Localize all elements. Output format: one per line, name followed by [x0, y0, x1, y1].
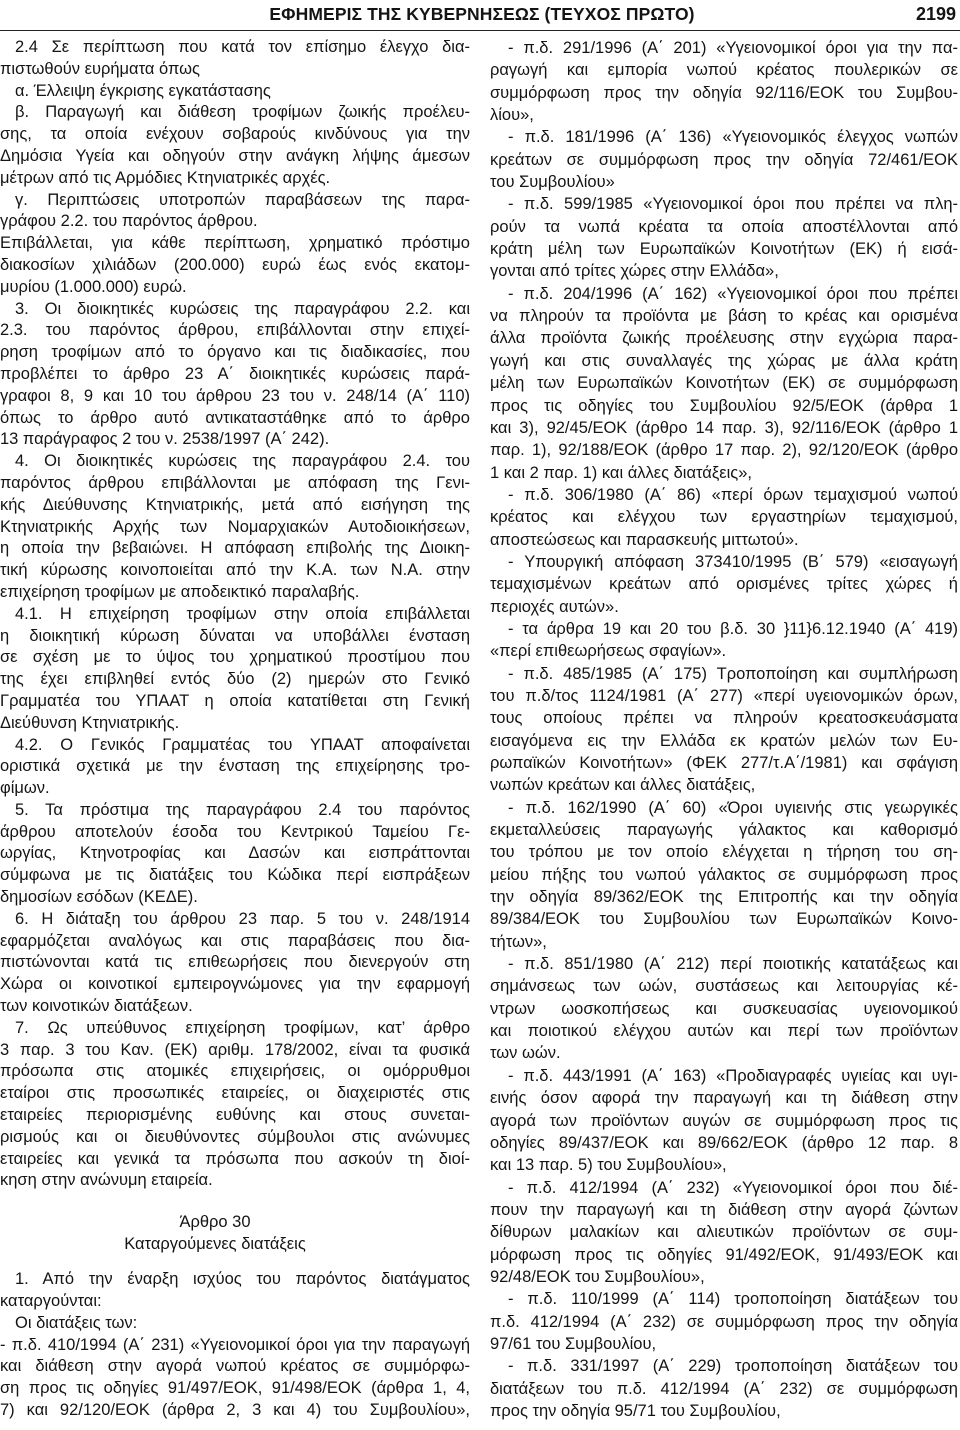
left-column-line: παρόντος άρθρου επιβάλλονται με απόφαση της Γενι-: [0, 473, 470, 492]
right-column-line: πουν την παραγωγή και τη διάθεση στην αγορά ζώντων: [490, 1200, 958, 1219]
right-column-line: κρέατος και ελέγχου των εργαστηρίων τεμαχισμού,: [490, 508, 958, 527]
right-column-line: - π.δ. 306/1980 (Α΄ 86) «περί όρων τεμαχισμού νωπού: [508, 485, 958, 504]
right-column: [490, 37, 958, 1422]
left-column-line: πρόσωπα στις ατομικές επιχειρήσεις, οι ομόρρυθμοι: [0, 1062, 470, 1081]
right-column-line: λίου»,: [490, 106, 534, 125]
article-number: Άρθρο 30: [179, 1213, 251, 1232]
left-column-line: πιστώνονται κατά τις επιθεωρήσεις που διενεργούν στη: [0, 953, 470, 972]
right-column-line: - π.δ. 443/1991 (Α΄ 163) «Προδιαγραφές υγιείας και υγι-: [508, 1066, 958, 1085]
right-column-line: γονται από τρίτες χώρες στην Ελλάδα»,: [490, 262, 779, 281]
right-column-line: του Συμβουλίου»: [490, 173, 615, 192]
left-column-line: σης, τα οποία ενέχουν σοβαρούς κινδύνους για την: [0, 125, 470, 144]
left-column-line: δημοσίων εσόδων (ΚΕΔΕ).: [0, 888, 198, 907]
right-column-line: - π.δ. 851/1980 (Α΄ 212) περί ποιοτικής κατατάξεως και: [508, 955, 958, 974]
left-column-line: 13 παράγραφος 2 του ν. 2538/1997 (Α΄ 242).: [0, 430, 330, 449]
left-column-line: οριστικά σχετικά με την ένσταση της επιχείρησης τρο-: [0, 757, 470, 776]
right-column-line: και 3), 92/45/ΕΟΚ (άρθρο 14 παρ. 3), 92/116/ΕΟΚ (άρθρο 1: [490, 418, 958, 437]
left-column-line: Γραμματέα του ΥΠΑΑΤ η οποία κατατίθεται στη Γενική: [0, 691, 470, 710]
left-column-line: κηση στην ανώνυμη εταιρεία.: [0, 1171, 213, 1190]
header-rule: [0, 30, 960, 31]
left-column-line: 4.2. Ο Γενικός Γραμματέας του ΥΠΑΑΤ αποφαίνεται: [15, 735, 470, 754]
left-column-line: 2.4 Σε περίπτωση που κατά τον επίσημο έλεγχο δια-: [15, 38, 470, 56]
right-column-line: εινής όσον αφορά την παραγωγή και τη διάθεση στην: [490, 1089, 958, 1108]
right-column-line: - τα άρθρα 19 και 20 του β.δ. 30 }11}6.12.1940 (Α΄ 419): [508, 619, 958, 638]
left-column-line: Χώρα οι κοινοτικοί εμπειρογνώμονες για την εφαρμογή: [0, 975, 470, 994]
right-column-line: δίθυρων μαλακίων και αλιευτικών προϊόντων σε συμ-: [490, 1223, 958, 1242]
page-header: [0, 0, 960, 30]
right-column-line: - π.δ. 599/1985 «Υγειονομικοί όροι που πρέπει να πλη-: [508, 195, 958, 214]
left-column-line: εφαρμόζεται αναλόγως και στις παραβάσεις που δια-: [0, 931, 470, 950]
right-column-line: ρωπαϊκών Κοινοτήτων» (ΦΕΚ 277/τ.Α΄/1981) και σφάγιση: [490, 754, 958, 772]
left-column-line: 1. Από την έναρξη ισχύος του παρόντος διατάγματος: [15, 1270, 470, 1289]
left-column-line: μέτρων από τις Αρμόδιες Κτηνιατρικές αρχές.: [0, 168, 331, 187]
right-column-line: του π.δ/τος 1124/1981 (Α΄ 277) «περί υγειονομικών όρων,: [490, 686, 958, 705]
left-column-line: η διοικητική κύρωση δύναται να υποβάλλει ένσταση: [0, 626, 470, 645]
right-column-line: - π.δ. 110/1999 (Α΄ 114) τροποποίηση διατάξεων του: [508, 1290, 958, 1309]
left-column-line: 4. Οι διοικητικές κυρώσεις της παραγράφου 2.4. του: [15, 452, 470, 471]
left-column-line: Κτηνιατρικής Αρχής των Νομαρχιακών Αυτοδιοικήσεων,: [0, 517, 470, 536]
left-column-line: 7) και 92/120/ΕΟΚ (άρθρα 2, 3 και 4) του Συμβουλίου»,: [0, 1401, 470, 1420]
right-column-line: - π.δ. 181/1996 (Α΄ 136) «Υγειονομικός έλεγχος νωπών: [508, 128, 958, 147]
right-column-line: 97/61 του Συμβουλίου,: [490, 1334, 657, 1353]
right-column-line: νωπών κρεάτων και άλλες διατάξεις,: [490, 776, 756, 795]
left-column-line: Οι διατάξεις των:: [15, 1313, 138, 1332]
left-column-line: Δημόσια Υγεία και οδηγούν στην ανάγκη λήψης άμεσων: [0, 146, 470, 165]
left-column-line: προβλέπει το άρθρο 23 Α΄ διοικητικές κυρώσεις παρά-: [0, 364, 470, 383]
left-column-line: εταιρείες περιορισμένης ευθύνης και στους συνεται-: [0, 1106, 470, 1125]
left-column-line: όπως το άρθρο αυτό αντικαταστάθηκε από το άρθρο: [0, 408, 470, 427]
right-column-line: «περί επιθεωρήσεως σφαγίων».: [490, 642, 727, 661]
left-column-line: γράφου 2.2. του παρόντος άρθρου.: [0, 212, 258, 231]
left-column-body: [0, 37, 470, 1192]
left-column-line: γ. Περιπτώσεις υποτροπών παραβάσεων της παρα-: [15, 190, 470, 209]
right-column-line: και ποιοτικού ελέγχου αυτών και περί των προϊόντων: [490, 1022, 958, 1041]
left-column-line: καταργούνται:: [0, 1292, 102, 1311]
left-column-line: ωργίας, Κτηνοτροφίας και Δασών και εισπράττονται: [0, 844, 470, 863]
left-column-line: των κοινοτικών διατάξεων.: [0, 997, 193, 1016]
right-column-line: των ωών.: [490, 1044, 561, 1063]
left-column-line: επιχείρηση τροφίμων με αποδεικτικό παραλαβής.: [0, 582, 360, 601]
right-column-line: ραγωγή και εμπορία νωπού κρέατος πουλερικών σε: [490, 61, 958, 80]
right-column-line: να πληρούν τα προϊόντα με βάση το κρέας και ορισμένα: [490, 307, 958, 326]
right-column-line: την οδηγία 89/362/ΕΟΚ της Επιτροπής και την οδηγία: [490, 888, 958, 907]
left-column-line: άρθρου αποτελούν έσοδα του Κεντρικού Ταμείου Γε-: [0, 822, 470, 841]
left-column-line: 3. Οι διοικητικές κυρώσεις της παραγράφου 2.2. και: [15, 299, 470, 318]
right-column-line: αποστεώσεως και παρασκευής μιττωτού».: [490, 530, 799, 549]
left-column-line: ση προς τις οδηγίες 91/497/ΕΟΚ, 91/498/ΕΟΚ (άρθρα 1, 4,: [0, 1379, 470, 1398]
right-column-line: παρ. 1), 92/188/ΕΟΚ (άρθρο 17 παρ. 2), 92/120/ΕΟΚ (άρθρο: [490, 441, 958, 460]
gazette-title: ΕΦΗΜΕΡΙΣ ΤΗΣ ΚΥΒΕΡΝΗΣΕΩΣ (ΤΕΥΧΟΣ ΠΡΩΤΟ): [269, 4, 695, 24]
left-column-line: της έχει επιβληθεί εντός δύο (2) ημερών στο Γενικό: [0, 670, 470, 689]
right-column-line: μόρφωση προς τις οδηγίες 91/492/ΕΟΚ, 91/493/ΕΟΚ και: [490, 1245, 958, 1264]
left-column-line: 7. Ως υπεύθυνος επιχείρηση τροφίμων, κατ’ άρθρο: [15, 1018, 470, 1037]
left-column-line: α. Έλλειψη έγκρισης εγκατάστασης: [15, 81, 271, 100]
repealed-provisions: [0, 1269, 470, 1422]
left-column-line: ρηση τροφίμων από το όργανο και τις διαδικασίες, που: [0, 343, 470, 362]
left-column-line: εταιρείες και γενικά τα πρόσωπα που ασκούν τη διοί-: [0, 1149, 470, 1168]
left-column-line: διακοσίων χιλιάδων (200.000) ευρώ έως ενός εκατομ-: [0, 255, 470, 274]
right-column-line: 92/48/ΕΟΚ του Συμβουλίου»,: [490, 1267, 705, 1286]
left-column-line: μυρίου (1.000.000) ευρώ.: [0, 277, 187, 296]
right-column-line: περιοχές αυτών».: [490, 597, 619, 616]
left-column-line: η οποία την βεβαιώνει. Η απόφαση επιβολής της Διοικη-: [0, 539, 470, 558]
right-column-line: τήτων»,: [490, 932, 547, 951]
right-column-line: μέλη των Ευρωπαϊκών Κοινοτήτων (ΕΚ) σε συμμόρφωση: [490, 374, 958, 393]
left-column-line: ρισμούς και οι διευθύνοντες σύμβουλοι στις ανώνυμες: [0, 1127, 470, 1146]
right-column-line: - Υπουργική απόφαση 373410/1995 (Β΄ 579) «εισαγωγή: [508, 552, 958, 571]
left-column-line: εταίροι στις προσωπικές εταιρείες, οι διαχειριστές στις: [0, 1084, 470, 1103]
right-column-body: [490, 37, 958, 1422]
left-column-line: σύμφωνα με τις διατάξεις του Κώδικα περί εισπράξεων: [0, 866, 470, 885]
right-column-line: μείου πήξης του νωπού γάλακτος σε συμμόρφωση προς: [490, 865, 958, 884]
right-column-line: άλλα προϊόντα ζωικής προέλευσης στην εγχώρια παρα-: [490, 329, 958, 348]
right-column-line: και 13 παρ. 5) του Συμβουλίου»,: [490, 1156, 727, 1175]
left-column-line: - π.δ. 410/1994 (Α΄ 231) «Υγειονομικοί όροι για την παραγωγή: [0, 1335, 470, 1354]
right-column-line: - π.δ. 485/1985 (Α΄ 175) Τροποποίηση και συμπλήρωση: [508, 664, 958, 683]
right-column-line: κράτη μέλη των Ευρωπαϊκών Κοινοτήτων (ΕΚ) ή εισά-: [490, 240, 958, 259]
right-column-line: ντρων ωοσκοπήσεως και συσκευασίας υγειονομικού: [490, 999, 958, 1018]
right-column-line: - π.δ. 291/1996 (Α΄ 201) «Υγειονομικοί όροι για την πα-: [508, 39, 958, 57]
right-column-line: - π.δ. 331/1997 (Α΄ 229) τροποποίηση διατάξεων του: [508, 1357, 958, 1376]
right-column-line: εισαγόμενα εις την Ελλάδα εκ κρατών μελών των Ευ-: [490, 731, 958, 750]
left-column-line: 4.1. Η επιχείρηση τροφίμων στην οποία επιβάλλεται: [15, 604, 470, 623]
right-column-line: κρεάτων σε συμμόρφωση προς την οδηγία 72/461/ΕΟΚ: [490, 150, 958, 169]
left-column-line: β. Παραγωγή και διάθεση τροφίμων ζωικής προέλευ-: [15, 103, 470, 122]
right-column-line: τεμαχισμένων κρεάτων από ορισμένες τρίτες χώρες ή: [490, 575, 958, 594]
right-column-line: εκμεταλλεύσεις παραγωγής γάλακτος και καθορισμό: [490, 821, 958, 840]
right-column-line: τους οποίους πρέπει να πληρούν κρεατοσκευάσματα: [490, 709, 958, 728]
left-column-line: 5. Τα πρόστιμα της παραγράφου 2.4 του παρόντος: [15, 800, 470, 819]
right-column-line: 89/384/ΕΟΚ του Συμβουλίου των Ευρωπαϊκών Κοινο-: [490, 910, 958, 929]
right-column-line: σημάνσεως των ωών, συστάσεως και λειτουργίας κέ-: [490, 977, 958, 996]
left-column-line: τική κύρωσης κοινοποιείται από την Κ.Α. των Ν.Α. στην: [0, 561, 470, 580]
left-column-line: γραφοι 8, 9 και 10 του άρθρου 23 του ν. 248/14 (Α΄ 110): [0, 386, 470, 405]
right-column-line: διατάξεων του π.δ. 412/1994 (Α΄ 232) σε συμμόρφωση: [490, 1379, 958, 1398]
right-column-line: γωγή και στις συναλλαγές της χώρας με άλλα κράτη: [490, 351, 958, 370]
right-column-line: προς την οδηγία 95/71 του Συμβουλίου,: [490, 1401, 781, 1420]
right-column-line: 1 και 2 παρ. 1) και άλλες διατάξεις»,: [490, 463, 752, 482]
left-column-line: 6. Η διάταξη του άρθρου 23 παρ. 5 του ν. 248/1914: [15, 909, 470, 928]
left-column-line: φίμων.: [0, 779, 50, 798]
page-number: 2199: [915, 4, 956, 24]
right-column-line: π.δ. 412/1994 (Α΄ 232) σε συμμόρφωση προς την οδηγία: [490, 1312, 958, 1331]
left-column-line: Επιβάλλεται, για κάθε περίπτωση, χρηματικό πρόστιμο: [0, 234, 470, 253]
right-column-line: - π.δ. 204/1996 (Α΄ 162) «Υγειονομικοί όροι που πρέπει: [508, 284, 958, 303]
right-column-line: - π.δ. 162/1990 (Α΄ 60) «Όροι υγιεινής στις γεωργικές: [508, 798, 958, 817]
left-column-line: και διάθεση στην αγορά νωπού κρέατος σε συμμόρφω-: [0, 1357, 470, 1376]
left-column-line: 2.3. του παρόντος άρθρου, επιβάλλονται στην επιχεί-: [0, 321, 470, 340]
right-column-line: οδηγίες 89/437/ΕΟΚ και 89/662/ΕΟΚ (άρθρο 12 παρ. 8: [490, 1133, 958, 1152]
left-column-line: κής Διεύθυνσης Κτηνιατρικής, μετά από εισήγηση της: [0, 495, 470, 514]
right-column-line: - π.δ. 412/1994 (Α΄ 232) «Υγειονομικοί όροι που διέ-: [508, 1178, 958, 1197]
right-column-line: συμμόρφωση προς την οδηγία 92/116/ΕΟΚ του Συμβου-: [490, 83, 958, 102]
left-column: [0, 37, 470, 1422]
article-title: Καταργούμενες διατάξεις: [124, 1235, 306, 1254]
right-column-line: του τρόπου με τον οποίο ελέγχεται η τήρηση του ση-: [490, 843, 958, 862]
right-column-line: ρούν τα νωπά κρέατα τα οποία αποστέλλονται από: [490, 217, 958, 236]
left-column-line: σε σχέση με το ύψος του χρηματικού προστίμου που: [0, 648, 470, 667]
left-column-line: πιστωθούν ευρήματα όπως: [0, 59, 200, 78]
right-column-line: αγορά των προϊόντων αυγών σε συμμόρφωση προς τις: [490, 1111, 958, 1130]
right-column-line: προς τις οδηγίες του Συμβουλίου 92/5/ΕΟΚ (άρθρα 1: [490, 396, 958, 415]
left-column-line: Διεύθυνση Κτηνιατρικής.: [0, 713, 180, 732]
left-column-line: 3 παρ. 3 του Καν. (ΕΚ) αριθμ. 178/2002, είναι τα φυσικά: [0, 1040, 470, 1059]
